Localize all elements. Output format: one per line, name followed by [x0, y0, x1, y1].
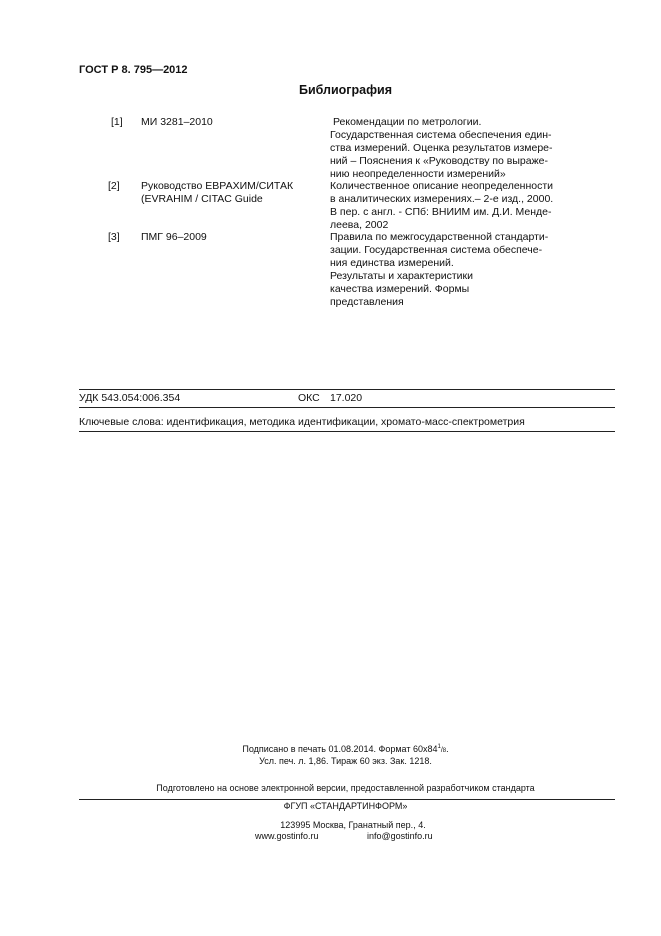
print-details: Усл. печ. л. 1,86. Тираж 60 экз. Зак. 1218.: [259, 756, 432, 766]
reference-number: [1]: [111, 116, 123, 128]
top-divider: [79, 389, 615, 390]
reference-3-description: Правила по межгосударственной стандарти- зации. Государственная система обеспече- ния единства измерений. Результаты и характеристики качества измерений. Формы представления: [330, 231, 549, 308]
reference-1-description: Рекомендации по метрологии. Государственная система обеспечения един- ства измерений. Оценка результатов измере- ний – Пояснения к «Руководству по выраже- нию неопределенности измерений»: [330, 116, 553, 180]
bottom-divider: [79, 431, 615, 432]
signed-for-print: Подписано в печать 01.08.2014. Формат $60x84^1/8$.: [242, 744, 449, 754]
publisher-email[interactable]: info@gostinfo.ru: [367, 831, 433, 841]
udk-code: УДК 543.054:006.354: [79, 392, 181, 404]
imprint-divider: [79, 799, 615, 800]
middle-divider: [79, 407, 615, 408]
prepared-note: Подготовлено на основе электронной версии, предоставленной разработчиком стандарта: [156, 783, 535, 793]
reference-1-source: МИ 3281–2010: [141, 116, 213, 128]
reference-2-source: Руководство ЕВРАХИМ/СИТАК (EVRAHIM / CITAC Guide: [141, 180, 294, 205]
section-title: Библиография: [298, 83, 393, 97]
keywords: Ключевые слова: идентификация, методика идентификации, хромато-масс-спектрометрия: [79, 416, 525, 428]
oks-value: 17.020: [330, 392, 363, 404]
document-code: ГОСТ Р 8. 795—2012: [79, 64, 188, 76]
publisher-website[interactable]: www.gostinfo.ru: [255, 831, 319, 841]
publisher-address: 123995 Москва, Гранатный пер., 4.: [280, 820, 426, 830]
reference-number: [3]: [108, 231, 120, 243]
reference-number: [2]: [108, 180, 120, 192]
reference-2-description: Количественное описание неопределенности в аналитических измерениях.– 2-е изд., 2000. В пер. с англ. - СПб: ВНИИМ им. Д.И. Менде- леева, 2002: [330, 180, 554, 231]
reference-3-source: ПМГ 96–2009: [141, 231, 207, 243]
oks-label: ОКС: [298, 392, 320, 404]
publisher: ФГУП «СТАНДАРТИНФОРМ»: [283, 801, 408, 811]
